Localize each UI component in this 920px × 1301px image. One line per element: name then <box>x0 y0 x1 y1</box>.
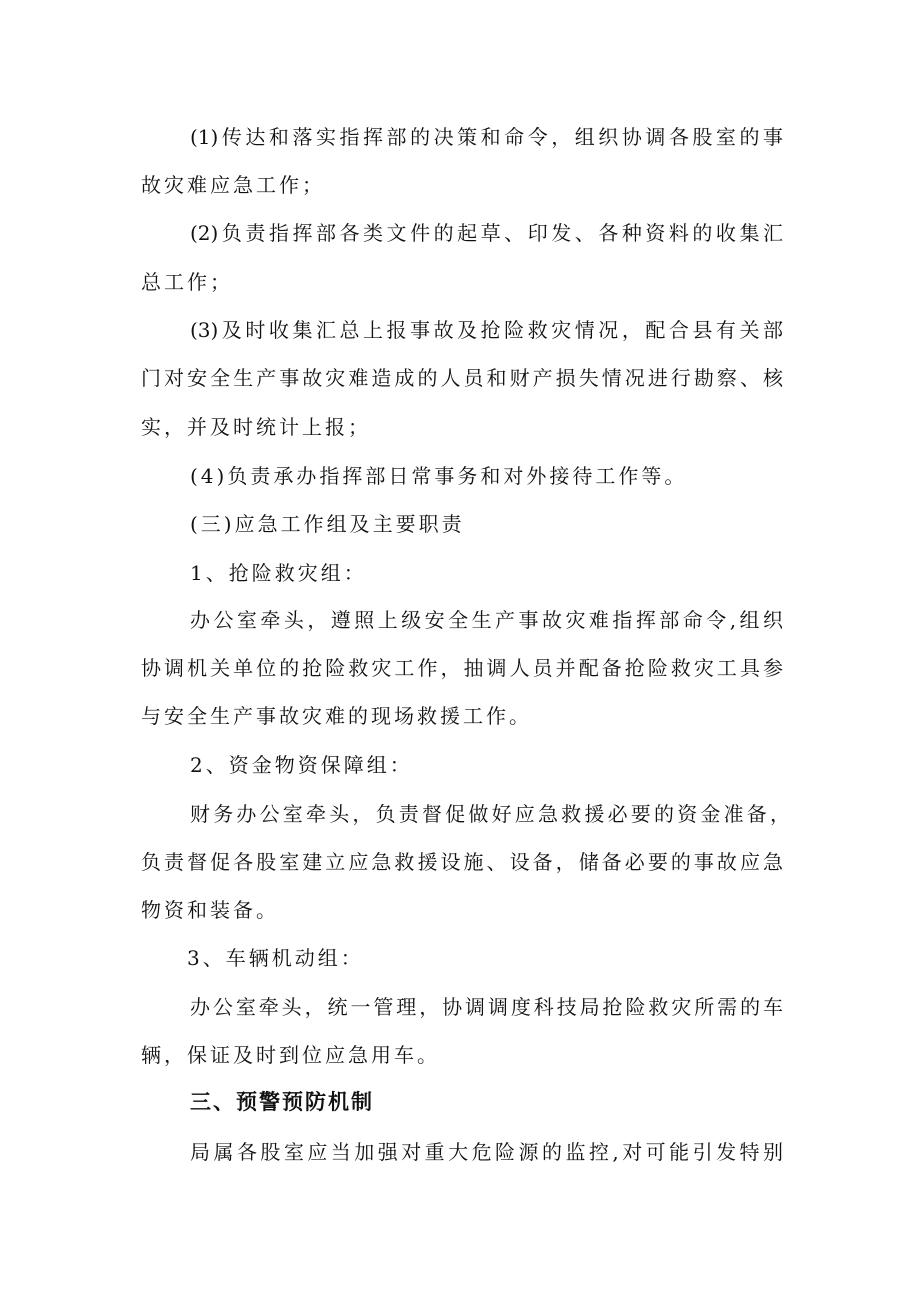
paragraph-line: 负责督促各股室建立应急救援设施、设备，储备必要的事故应急 <box>141 850 783 874</box>
paragraph-line: 门对安全生产事故灾难造成的人员和财产损失情况进行勘察、核 <box>141 366 783 390</box>
section-heading: (三)应急工作组及主要职责 <box>190 512 465 536</box>
paragraph-line: 总工作； <box>141 270 233 294</box>
paragraph-line: (1)传达和落实指挥部的决策和命令，组织协调各股室的事 <box>190 125 783 149</box>
paragraph-line: 协调机关单位的抢险救灾工作，抽调人员并配备抢险救灾工具参 <box>141 656 783 680</box>
paragraph-line: 办公室牵头，遵照上级安全生产事故灾难指挥部命令,组织 <box>190 608 783 632</box>
paragraph-line: (4)负责承办指挥部日常事务和对外接待工作等。 <box>190 464 688 488</box>
subsection-heading: 1、抢险救灾组： <box>190 561 367 585</box>
paragraph-line: 与安全生产事故灾难的现场救援工作。 <box>141 704 532 728</box>
paragraph-line: 故灾难应急工作； <box>141 173 325 197</box>
paragraph-line: (3)及时收集汇总上报事故及抢险救灾情况，配合县有关部 <box>190 318 783 342</box>
paragraph-line: 物资和装备。 <box>141 898 279 922</box>
paragraph-line: (2)负责指挥部各类文件的起草、印发、各种资料的收集汇 <box>190 221 783 245</box>
paragraph-line: 局属各股室应当加强对重大危险源的监控,对可能引发特别 <box>190 1140 783 1164</box>
paragraph-line: 实，并及时统计上报； <box>141 415 371 439</box>
paragraph-line: 辆，保证及时到位应急用车。 <box>141 1043 440 1067</box>
paragraph-line: 财务办公室牵头，负责督促做好应急救援必要的资金准备， <box>190 802 790 826</box>
subsection-heading: 3、车辆机动组： <box>187 946 364 970</box>
chapter-heading: 三、预警预防机制 <box>190 1090 374 1114</box>
subsection-heading: 2、资金物资保障组： <box>190 753 413 777</box>
paragraph-line: 办公室牵头，统一管理，协调调度科技局抢险救灾所需的车 <box>190 995 783 1019</box>
